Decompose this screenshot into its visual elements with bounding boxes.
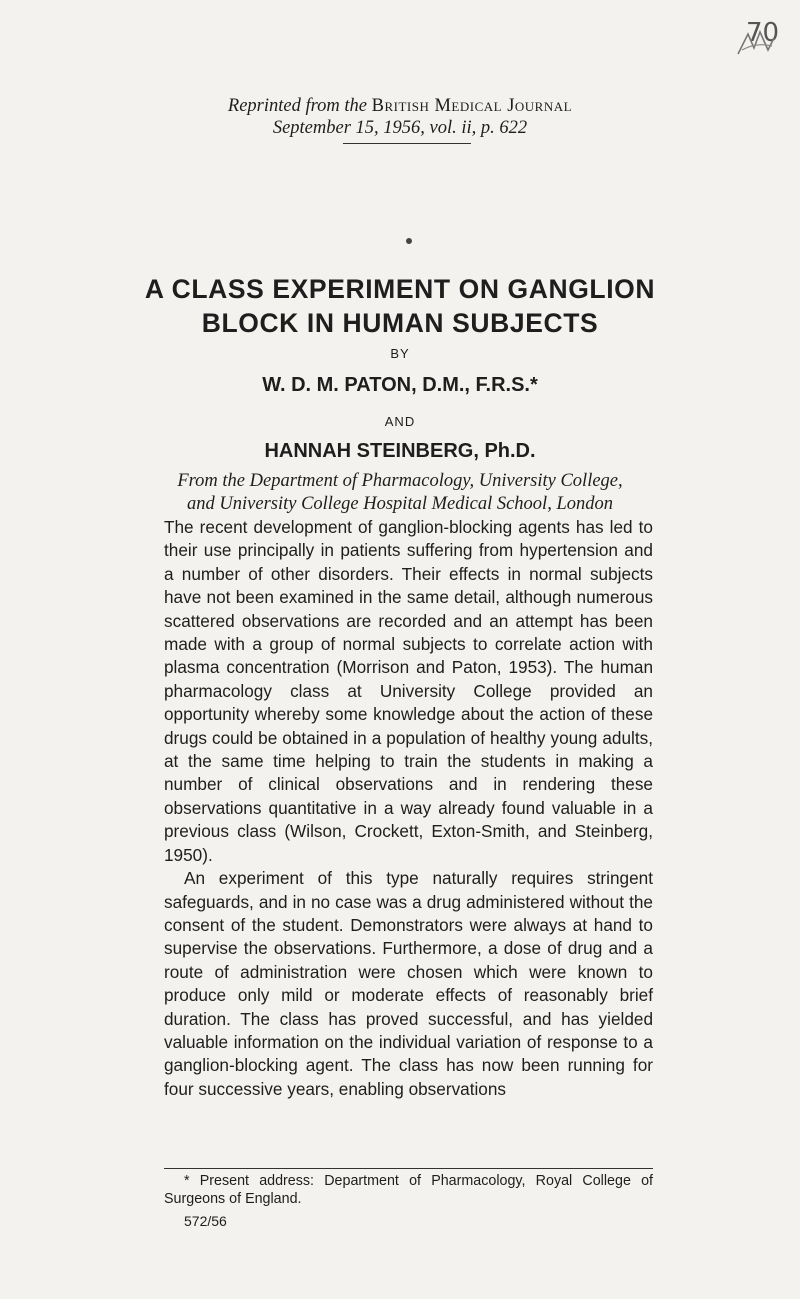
reprint-date: September 15, 1956, vol. ii, p. 622 <box>272 118 528 138</box>
title-line-1: A CLASS EXPERIMENT ON GANGLION <box>144 274 656 304</box>
author-steinberg: HANNAH STEINBERG, Ph.D. <box>264 440 536 462</box>
affiliation <box>0 470 800 516</box>
ornament-dot <box>406 238 412 244</box>
archive-stamp-icon <box>734 28 778 58</box>
reprint-prefix: Reprinted from the <box>227 96 367 116</box>
footnote <box>164 1172 653 1208</box>
header-rule <box>343 143 471 144</box>
footnote-rule <box>164 1168 653 1169</box>
and-label: AND <box>384 414 416 429</box>
footnote-text: * Present address: Department of Pharmacology, Royal College of Surgeons of England. <box>164 1173 653 1207</box>
title-line-2: BLOCK IN HUMAN SUBJECTS <box>201 308 599 338</box>
article-title <box>0 272 800 340</box>
by-label: BY <box>390 346 410 361</box>
reprint-line-1 <box>0 95 800 117</box>
affiliation-line-1: From the Department of Pharmacology, University College, <box>177 471 623 491</box>
paragraph-1: The recent development of ganglion-blocking agents has led to their use principally in patients suffering from hypertension and a number of other disorders. Their effects in normal subjects have not been examined in the same detail, although numerous scattered observations are recorded and an attempt has been made with a group of normal subjects to correlate action with plasma concentration (Morrison and Paton, 1953). The human pharmacology class at University College provided an opportunity whereby some knowledge about the action of these drugs could be obtained in a population of healthy young adults, at the same time helping to train the students in making a number of clinical observations and in rendering these observations quantitative in a way already found valuable in a previous class (Wilson, Crockett, Exton-Smith, and Steinberg, 1950). <box>164 517 653 865</box>
author-paton: W. D. M. PATON, D.M., F.R.S.* <box>262 374 538 396</box>
article-body <box>164 516 653 1101</box>
journal-name: British Medical Journal <box>371 96 573 116</box>
handwritten-page-number: 70 <box>746 18 780 48</box>
reprint-notice <box>0 95 800 139</box>
paragraph-2: An experiment of this type naturally requires stringent safeguards, and in no case was a drug administered without the consent of the student. Demonstrators were always at hand to supervise the observations. Furthermore, a dose of drug and a route of administration were chosen which were known to produce only mild or moderate effects of reasonably brief duration. The class has proved successful, and has yielded valuable information on the individual variation of response to a ganglion-blocking agent. The class has now been running for four successive years, enabling observations <box>164 868 653 1099</box>
affiliation-line-2: and University College Hospital Medical School, London <box>187 494 613 514</box>
print-code: 572/56 <box>184 1213 227 1229</box>
